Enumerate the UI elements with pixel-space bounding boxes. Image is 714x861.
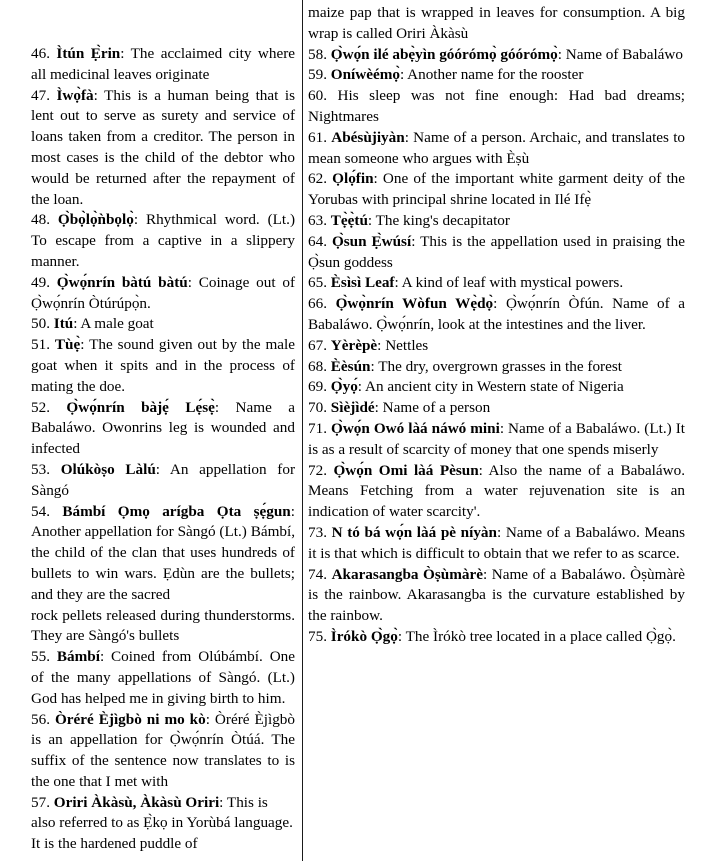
entry-definition: : Another appellation for Sàngó (Lt.) Bámbí, the child of the clan that uses hundreds of bullets to win wars. Ẹdùn are the bullets; and they are the sacred [31,502,295,603]
entry-number: 59. [308,66,327,84]
entry-definition: : This is also referred to as Ẹ̀kọ in Yorùbá language. It is the hardened puddle of [31,793,293,853]
entry-headword: N tó bá wọ́n làá pè níyàn [331,523,497,541]
entry-number: 55. [31,648,50,666]
entry-definition: His sleep was not fine enough: Had bad dreams; Nightmares [308,87,686,125]
entry-number: 65. [308,274,327,292]
entry-headword: Itú [53,315,74,333]
entry-definition: : Also the name of a Babaláwo. Means Fetching from a water rejuvenation site is an indication of water scarcity'. [308,461,685,521]
entry-number: 48. [31,211,50,229]
entry-headword: Ọ̀sun Ẹ̀wúsí [331,232,412,250]
glossary-entry [31,86,295,211]
entry-number: 57. [31,793,50,811]
entry-headword: Ọ̀yọ́ [330,378,358,396]
entry-number: 64. [308,232,327,250]
entry-definition: : An appellation for Sàngó [31,460,295,499]
entry-definition: : Name of Babaláwo [557,45,683,63]
entry-definition: : Òréré Èjìgbò is an appellation for Ọ̀wọ́nrín Òtúá. The suffix of the sentence now translates to is the one that I met with [31,710,295,790]
glossary-entry [31,502,295,606]
entry-definition: : Nettles [377,336,429,354]
glossary-entry [308,86,685,128]
entry-definition: : Name of a Babaláwo. Means it is that which is difficult to obtain that we refer to as scarce. [308,523,686,562]
entry-headword: Oníwèémọ̀ [330,66,400,84]
column-divider-rule [302,0,303,861]
entry-definition: : Name of a person. Archaic, and translates to mean someone who argues with Èṣù [308,128,686,167]
glossary-entry [31,398,295,460]
glossary-entry [31,210,295,272]
glossary-entry [31,314,295,335]
entry-number: 70. [308,399,327,417]
glossary-entry [308,65,685,86]
glossary-entry [308,627,685,648]
glossary-entry [308,461,685,523]
entry-number: 66. [308,295,327,313]
entry-continuation: rock pellets released during thunderstorms. They are Sàngó's bullets [31,606,295,645]
entry-number: 49. [31,273,50,291]
entry-headword: Olúkòṣo Làlú [60,460,156,478]
entry-headword: Ìwọ̀fà [56,86,94,104]
entry-number: 58. [308,45,327,63]
glossary-entry [308,377,685,398]
entry-number: 50. [31,315,50,333]
glossary-entry [308,128,685,170]
entry-headword: Ọ̀wọ́nrín bàjẹ́ Lẹ́sẹ̀ [66,398,215,416]
entry-definition: : Another name for the rooster [399,66,584,84]
entry-definition: : Coinage out of Ọ̀wọ́nrín Òtúrúpọ̀n. [31,273,296,312]
entry-definition: : One of the important white garment deity of the Yorubas with principal shrine located in Ilé Ifẹ̀ [308,170,686,209]
entry-headword: Èsìsì Leaf [330,274,395,292]
entry-number: 71. [308,419,327,437]
entry-definition: : This is a human being that is lent out to serve as surety and service of loans taken from a creditor. The person in most cases is the child of the debtor who would be returned after the repayment of the loan. [31,86,295,208]
glossary-entry [308,398,685,419]
entry-definition: : The dry, overgrown grasses in the forest [370,357,622,375]
glossary-entry [308,523,685,565]
entry-headword: Ọ̀wọ́nrín bàtú bàtú [56,273,188,291]
entry-headword: Òréré Èjìgbò ni mo kò [54,710,206,728]
entry-number: 62. [308,170,327,188]
entry-number: 72. [308,461,327,479]
glossary-entry [31,335,295,397]
glossary-entry [31,710,295,793]
entry-headword: Ọ̀bọ̀lọ̀ǹbọlọ̀ [57,211,134,229]
entry-headword: Ìrókò Ọ̀gọ̀ [330,627,398,645]
entry-definition: : A kind of leaf with mystical powers. [394,274,624,292]
entry-headword: Ìtún Ẹ̀rin [56,45,121,62]
entry-headword: Bámbí [56,648,100,666]
entry-number: 63. [308,211,327,229]
entry-headword: Yèrèpè [330,336,378,354]
entry-number: 69. [308,378,327,396]
entry-headword: Akarasangba Òṣùmàrè [331,565,483,583]
entry-number: 60. [308,87,327,105]
glossary-entry [308,357,685,378]
entry-definition: : Name a Babaláwo. Owonrins leg is wounded and infected [31,398,295,458]
entry-number: 61. [308,128,327,146]
entry-definition: : An ancient city in Western state of Nigeria [357,378,624,396]
entry-headword: Oriri Àkàsù, Àkàsù Oriri [53,793,220,811]
entry-definition: : Coined from Olúbámbí. One of the many appellations of Sàngó. (Lt.) God has helped me in giving birth to him. [31,648,295,707]
entry-definition: : Name of a Babaláwo. (Lt.) It is as a result of scarcity of money that one spends miserly [308,419,685,458]
entry-headword: Bámbí Ọmọ arígba Ọta ṣẹ́gun [62,502,291,520]
entry-definition: : The sound given out by the male goat when it spits and in the process of mating the doe. [31,336,296,395]
glossary-entry [308,273,685,294]
entry-number: 73. [308,523,327,541]
entry-number: 52. [31,398,50,416]
entry-headword: Èèsún [330,357,371,375]
left-column [31,0,295,855]
entry-number: 75. [308,627,327,645]
entry-number: 56. [31,710,50,728]
glossary-entry [308,336,685,357]
entry-headword: Ọ̀wọ́n Owó làá náwó mini [331,419,500,437]
entry-number: 53. [31,460,50,478]
entry-definition: : Ọ̀wọ́nrín Òfún. Name of a Babaláwo. Ọ̀wọ́nrín, look at the intestines and the liver. [308,295,685,333]
glossary-entry [31,44,295,86]
continuation-paragraph: maize pap that is wrapped in leaves for consumption. A big wrap is called Oriri Àkàsù [308,4,685,42]
glossary-entry [308,565,685,627]
glossary-entry [308,211,685,232]
entry-definition: : Name of a Babaláwo. Òṣùmàrè is the rainbow. Akarasangba is the curvature established by the rainbow. [308,565,686,625]
entry-definition: : The acclaimed city where all medicinal leaves originate [31,45,295,83]
entry-number: 54. [31,502,50,520]
entry-headword: Abésùjiyàn [331,128,405,146]
entry-headword: Tẹ̀ẹ̀tú [330,211,368,229]
entry-definition: : Name of a person [374,399,491,417]
glossary-entry [308,294,685,336]
glossary-entry [31,460,295,502]
entry-number: 46. [31,45,50,62]
glossary-entry [308,169,685,211]
entry-definition: : This is the appellation used in praising the Ọ̀sun goddess [308,232,686,271]
entry-definition: : The king's decapitator [367,211,510,229]
entry-headword: Tùẹ̀ [54,336,81,354]
entry-number: 74. [308,565,327,583]
right-column [308,0,685,648]
entry-headword: Ọ̀wọ́n ilé abẹ̀yìn góórómọ̀ góórómọ̀ [330,45,558,63]
entry-definition: : The Ìrókò tree located in a place called Ọ̀gọ̀. [397,627,676,645]
entry-number: 51. [31,336,50,354]
glossary-entry [31,793,295,855]
glossary-entry [308,45,685,66]
entry-definition: : A male goat [73,315,154,333]
entry-headword: Ọlọ́fin [332,170,374,188]
entry-number: 67. [308,336,327,354]
glossary-entry [308,419,685,461]
entry-definition: : Rhythmical word. (Lt.) To escape from a captive in a slippery manner. [31,211,295,270]
glossary-entry [308,232,685,274]
entry-headword: Ọ̀wọ́n Omi làá Pèsun [333,461,479,479]
entry-number: 47. [31,86,50,104]
glossary-entry [31,647,295,709]
entry-number: 68. [308,357,327,375]
entry-headword: Sìèjìdé [330,399,375,417]
entry-headword: Ọ̀wọ̀nrín Wòfun Wẹ̀dọ̀ [335,295,494,313]
glossary-entry [31,273,295,315]
